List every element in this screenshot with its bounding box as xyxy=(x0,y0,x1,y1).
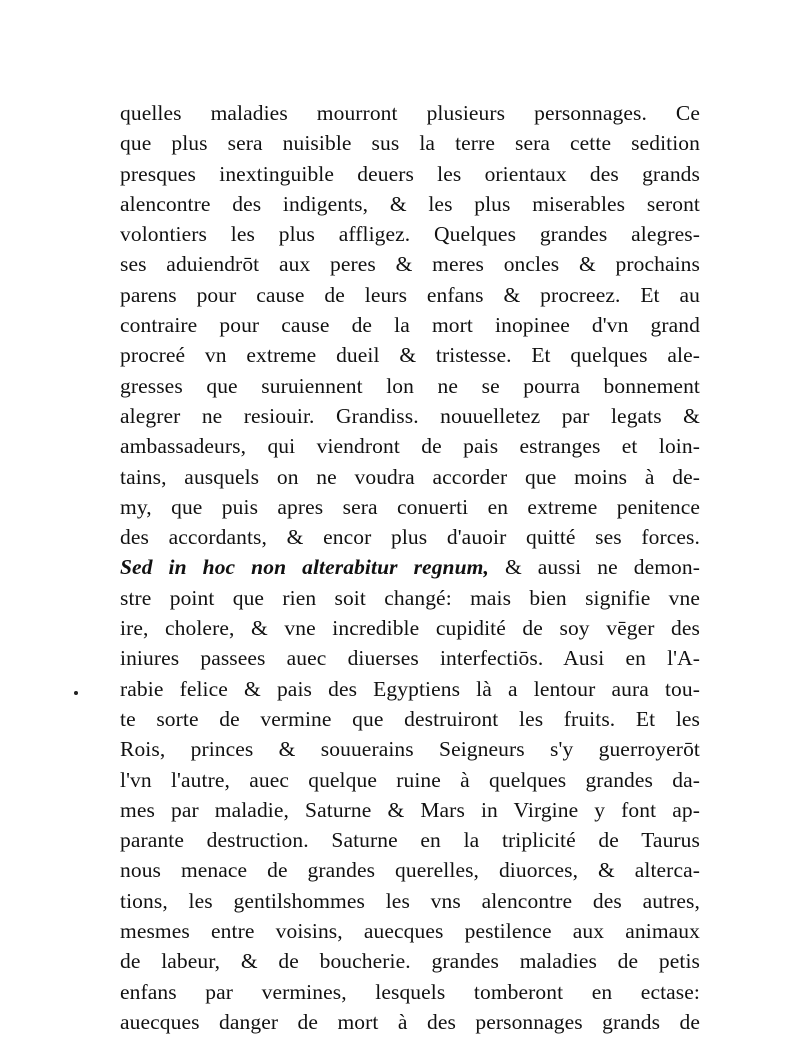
text-line: auecques danger de mort à des personnages grands de xyxy=(120,1009,700,1034)
text-line: l'vn l'autre, auec quelque ruine à quelques grandes da- xyxy=(120,767,700,792)
text-line: mesmes entre voisins, auecques pestilence aux animaux xyxy=(120,919,700,944)
text-line: my, que puis apres sera conuerti en extreme penitence xyxy=(120,494,700,519)
text-line: des accordants, & encor plus d'auoir quitté ses forces. xyxy=(120,525,700,550)
text-line: rabie felice & pais des Egyptiens là a lentour aura tou- xyxy=(120,676,700,701)
text-line: Rois, princes & souuerains Seigneurs s'y guerroyerōt xyxy=(120,737,700,762)
text-line: mes par maladie, Saturne & Mars in Virgine y font ap- xyxy=(120,797,700,822)
text-line: procreé vn extreme dueil & tristesse. Et quelques ale- xyxy=(120,343,700,368)
ink-speck xyxy=(74,691,78,695)
text-line: que plus sera nuisible sus la terre sera cette sedition xyxy=(120,131,700,156)
text-line: alegrer ne resiouir. Grandiss. nouuelletez par legats & xyxy=(120,403,700,428)
text-line: ambassadeurs, qui viendront de pais estranges et loin- xyxy=(120,434,700,459)
text-line: parante destruction. Saturne en la triplicité de Taurus xyxy=(120,828,700,853)
text-line: quelles maladies mourront plusieurs personnages. Ce xyxy=(120,101,700,125)
text-line: parens pour cause de leurs enfans & procreez. Et au xyxy=(120,282,700,307)
latin-line-rest: & aussi ne demon- xyxy=(488,555,700,580)
text-line: enfans par vermines, lesquels tomberont en ectase: xyxy=(120,979,700,1004)
text-line: alencontre des indigents, & les plus miserables seront xyxy=(120,191,700,216)
text-line: contraire pour cause de la mort inopinee d'vn grand xyxy=(120,313,700,338)
text-line: ses aduiendrōt aux peres & meres oncles & prochains xyxy=(120,252,700,277)
text-line: stre point que rien soit changé: mais bien signifie vne xyxy=(120,585,700,610)
text-line: te sorte de vermine que destruiront les fruits. Et les xyxy=(120,706,700,731)
text-line: volontiers les plus affligez. Quelques grandes alegres- xyxy=(120,222,700,247)
text-line: tains, ausquels on ne voudra accorder que moins à de- xyxy=(120,464,700,489)
text-line: ire, cholere, & vne incredible cupidité de soy vēger des xyxy=(120,616,700,641)
text-line: presques inextinguible deuers les orientaux des grands xyxy=(120,161,700,186)
text-line: de labeur, & de boucherie. grandes maladies de petis xyxy=(120,949,700,974)
text-line-latin xyxy=(120,552,700,582)
text-line: iniures passees auec diuerses interfectiōs. Ausi en l'A- xyxy=(120,646,700,671)
text-line: nous menace de grandes querelles, diuorces, & alterca- xyxy=(120,858,700,883)
text-line: tions, les gentilshommes les vns alencontre des autres, xyxy=(120,888,700,913)
text-line: gresses que suruiennent lon ne se pourra bonnement xyxy=(120,373,700,398)
latin-phrase: Sed in hoc non alterabitur regnum, xyxy=(120,555,489,580)
page-text-block xyxy=(120,98,700,1037)
